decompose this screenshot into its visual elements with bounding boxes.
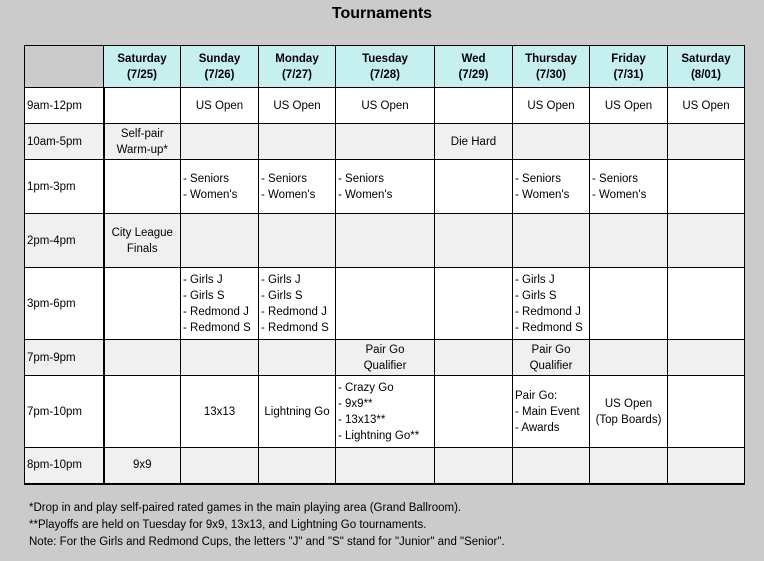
- schedule-cell: [668, 340, 745, 376]
- day-header: [590, 46, 668, 88]
- event-line: - Lightning Go**: [338, 429, 420, 442]
- event-line: Warm-up*: [116, 143, 168, 156]
- day-header: [259, 46, 336, 88]
- schedule-cell: [668, 124, 745, 160]
- event-line: - Redmond S: [515, 321, 583, 334]
- time-slot-cell: 10am-5pm: [25, 124, 104, 160]
- schedule-cell: [435, 448, 513, 484]
- event-line: - Women's: [338, 188, 393, 201]
- schedule-cell: [104, 340, 181, 376]
- day-name: Monday: [275, 52, 319, 65]
- schedule-cell: [104, 268, 181, 340]
- schedule-cell: [435, 214, 513, 268]
- schedule-cell: [104, 124, 181, 160]
- corner-cell: [25, 46, 104, 88]
- day-date: (7/29): [458, 68, 489, 81]
- table-row: [25, 448, 745, 484]
- day-date: (7/26): [204, 68, 235, 81]
- schedule-cell: [435, 376, 513, 448]
- event-line: - Girls S: [515, 289, 557, 302]
- event-line: (Top Boards): [595, 413, 662, 426]
- day-date: (7/25): [126, 68, 158, 81]
- schedule-cell: [181, 376, 259, 448]
- time-slot-cell: 7pm-10pm: [25, 376, 104, 448]
- schedule-cell: [336, 160, 435, 214]
- event-line: - Girls S: [183, 289, 225, 302]
- schedule-cell: [259, 448, 336, 484]
- time-slot-cell: 3pm-6pm: [25, 268, 104, 340]
- schedule-cell: [435, 88, 513, 124]
- schedule-cell: [336, 376, 435, 448]
- tournament-schedule-table: [24, 45, 745, 485]
- day-name: Sunday: [198, 52, 241, 65]
- schedule-cell: [336, 448, 435, 484]
- time-slot-cell: 9am-12pm: [25, 88, 104, 124]
- schedule-cell: [513, 160, 590, 214]
- schedule-cell: [336, 268, 435, 340]
- schedule-cell: [668, 376, 745, 448]
- event-line: US Open: [195, 99, 244, 112]
- event-line: 13x13: [203, 405, 236, 418]
- event-line: Pair Go: [365, 343, 405, 356]
- schedule-cell: [513, 376, 590, 448]
- schedule-cell: [513, 448, 590, 484]
- schedule-cell: [435, 160, 513, 214]
- event-line: US Open: [527, 99, 575, 112]
- day-name: Wed: [461, 52, 486, 65]
- schedule-cell: [336, 124, 435, 160]
- schedule-cell: [435, 268, 513, 340]
- time-slot-cell: 1pm-3pm: [25, 160, 104, 214]
- event-line: - Awards: [515, 421, 560, 434]
- day-header: [435, 46, 513, 88]
- event-line: US Open: [604, 397, 653, 410]
- schedule-cell: [181, 160, 259, 214]
- day-date: (7/30): [535, 68, 567, 81]
- event-line: US Open: [361, 99, 409, 112]
- event-line: - Seniors: [515, 172, 562, 185]
- event-line: - Girls S: [261, 289, 303, 302]
- schedule-cell: [668, 88, 745, 124]
- event-line: - Women's: [515, 188, 570, 201]
- schedule-cell: [336, 88, 435, 124]
- schedule-cell: [259, 376, 336, 448]
- day-date: (7/27): [281, 68, 313, 81]
- footnote: **Playoffs are held on Tuesday for 9x9, 13x13, and Lightning Go tournaments.: [29, 519, 427, 531]
- header-row: [25, 46, 745, 88]
- schedule-cell: [513, 88, 590, 124]
- event-line: Pair Go: [531, 343, 571, 356]
- time-slot-cell: 2pm-4pm: [25, 214, 104, 268]
- event-line: - 9x9**: [338, 397, 373, 410]
- schedule-cell: [259, 160, 336, 214]
- event-line: - Main Event: [515, 405, 580, 418]
- schedule-cell: [513, 124, 590, 160]
- schedule-cell: [590, 88, 668, 124]
- event-line: - Redmond S: [261, 321, 329, 334]
- schedule-cell: [668, 268, 745, 340]
- schedule-cell: [590, 160, 668, 214]
- schedule-cell: [259, 124, 336, 160]
- table-row: [25, 268, 745, 340]
- event-line: Qualifier: [529, 359, 573, 372]
- schedule-cell: [259, 340, 336, 376]
- schedule-cell: [181, 448, 259, 484]
- schedule-cell: [668, 214, 745, 268]
- day-name: Friday: [611, 52, 646, 65]
- time-slot-cell: 8pm-10pm: [25, 448, 104, 484]
- schedule-cell: [590, 340, 668, 376]
- day-header: [104, 46, 181, 88]
- schedule-cell: [181, 340, 259, 376]
- event-line: - Redmond J: [183, 305, 249, 318]
- schedule-cell: [590, 376, 668, 448]
- schedule-cell: [590, 214, 668, 268]
- day-name: Tuesday: [362, 52, 408, 65]
- event-line: - Seniors: [261, 172, 308, 185]
- event-line: - Girls J: [183, 273, 223, 286]
- schedule-cell: [181, 268, 259, 340]
- table-row: [25, 214, 745, 268]
- day-date: (7/28): [369, 68, 401, 81]
- event-line: - Girls J: [261, 273, 301, 286]
- event-line: - Crazy Go: [338, 381, 394, 394]
- schedule-cell: [181, 214, 259, 268]
- schedule-cell: [435, 340, 513, 376]
- page-title: Tournaments: [331, 5, 433, 22]
- day-date: (7/31): [613, 68, 644, 81]
- schedule-cell: [590, 268, 668, 340]
- schedule-cell: [590, 448, 668, 484]
- event-line: 9x9: [132, 459, 152, 472]
- day-header: [513, 46, 590, 88]
- day-name: Saturday: [681, 52, 731, 65]
- schedule-cell: [181, 88, 259, 124]
- schedule-cell: [104, 160, 181, 214]
- time-slot-cell: 7pm-9pm: [25, 340, 104, 376]
- event-line: US Open: [273, 99, 321, 112]
- footnotes: [29, 500, 505, 551]
- event-line: City League: [111, 226, 173, 239]
- event-line: - Women's: [261, 188, 316, 201]
- schedule-cell: [104, 214, 181, 268]
- footnote: Note: For the Girls and Redmond Cups, the letters "J" and "S" stand for "Junior" and "Senior".: [29, 536, 505, 548]
- event-line: Qualifier: [363, 359, 407, 372]
- event-line: - Redmond S: [183, 321, 251, 334]
- event-line: Finals: [126, 242, 158, 255]
- event-line: - Girls J: [515, 273, 555, 286]
- day-name: Saturday: [117, 52, 167, 65]
- event-line: - Seniors: [592, 172, 639, 185]
- day-date: (8/01): [690, 68, 722, 81]
- table-row: [25, 340, 745, 376]
- schedule-cell: [336, 214, 435, 268]
- event-line: Pair Go:: [515, 389, 558, 402]
- event-line: Die Hard: [450, 135, 497, 148]
- event-line: - Seniors: [183, 172, 230, 185]
- schedule-cell: [590, 124, 668, 160]
- table-row: [25, 88, 745, 124]
- schedule-cell: [668, 160, 745, 214]
- schedule-cell: [435, 124, 513, 160]
- table-row: [25, 376, 745, 448]
- event-line: - Women's: [183, 188, 238, 201]
- schedule-cell: [513, 340, 590, 376]
- day-name: Thursday: [525, 52, 577, 65]
- schedule-cell: [181, 124, 259, 160]
- day-header: [336, 46, 435, 88]
- schedule-cell: [668, 448, 745, 484]
- schedule-cell: [104, 448, 181, 484]
- event-line: - Women's: [592, 188, 647, 201]
- schedule-cell: [104, 88, 181, 124]
- day-header: [668, 46, 745, 88]
- event-line: - 13x13**: [338, 413, 386, 426]
- event-line: - Redmond J: [261, 305, 327, 318]
- event-line: Lightning Go: [264, 405, 330, 418]
- table-row: [25, 160, 745, 214]
- event-line: US Open: [682, 99, 730, 112]
- schedule-cell: [259, 88, 336, 124]
- event-line: Self-pair: [120, 127, 164, 140]
- schedule-cell: [259, 214, 336, 268]
- table-row: [25, 124, 745, 160]
- day-header: [181, 46, 259, 88]
- schedule-cell: [259, 268, 336, 340]
- event-line: US Open: [604, 99, 653, 112]
- event-line: - Seniors: [338, 172, 385, 185]
- schedule-cell: [104, 376, 181, 448]
- schedule-cell: [336, 340, 435, 376]
- event-line: - Redmond J: [515, 305, 581, 318]
- schedule-cell: [513, 268, 590, 340]
- footnote: *Drop in and play self-paired rated games in the main playing area (Grand Ballroom).: [29, 502, 462, 514]
- schedule-cell: [513, 214, 590, 268]
